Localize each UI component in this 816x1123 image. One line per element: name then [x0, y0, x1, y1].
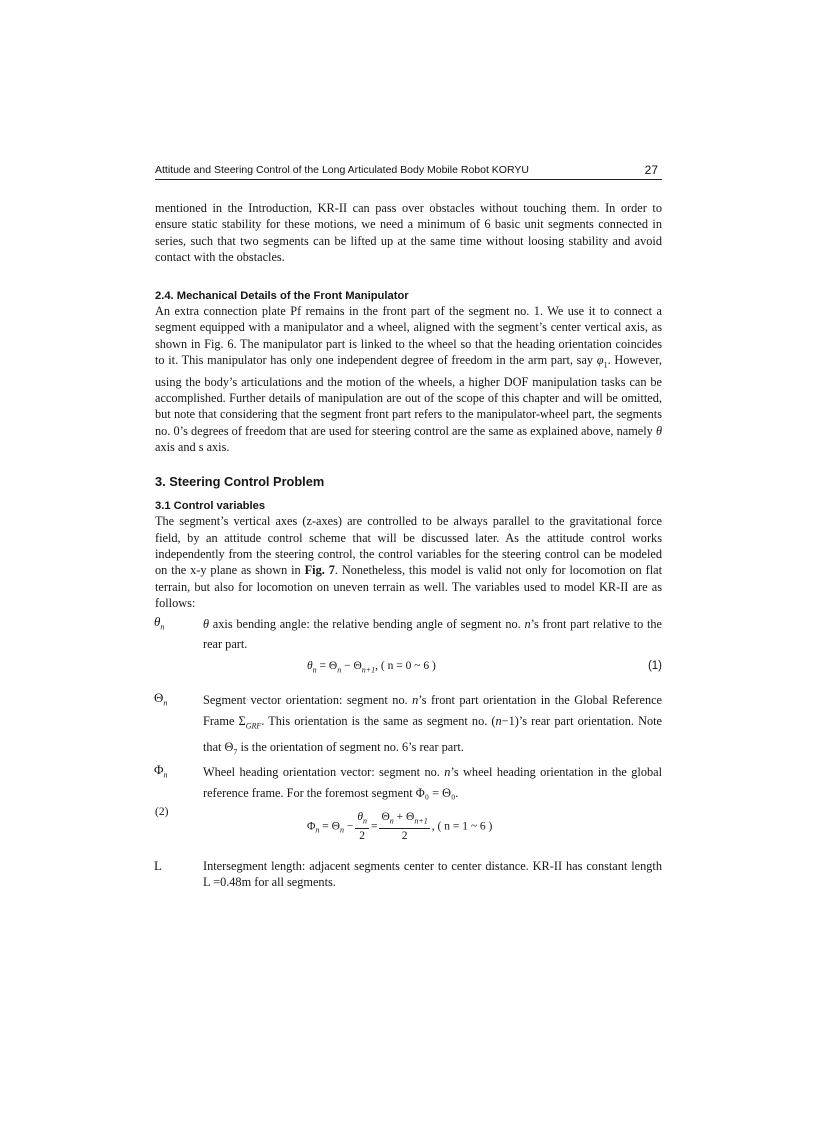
variable-theta-n [155, 614, 662, 654]
variable-description: Wheel heading orientation vector: segment no. n’s wheel heading orientation in the global reference frame. For the foremost segment Φ₀ = Θ₀. [203, 765, 663, 800]
phi-symbol: φ [596, 353, 604, 368]
fig-7-reference: Fig. 7 [304, 563, 335, 578]
s24-text-3: axis and s axis. [155, 440, 230, 455]
equation-1 [155, 654, 662, 680]
variable-description: Intersegment length: adjacent segments center to center distance. KR-II has constant length L =0.48m for all segments. [203, 859, 662, 890]
phi-subscript: 1 [603, 360, 608, 370]
equation-1-body: $\theta_n = \Theta_n - \Theta_{n+1}$, ( n = 0 ~ 6 ) [307, 660, 436, 675]
equation-1-number: (1) [647, 660, 662, 673]
intro-paragraph: mentioned in the Introduction, KR-II can pass over obstacles without touching them. In order to ensure static stability for these motions, we need a minimum of 6 basic unit segments connected in series, such that two segments can be lifted up at the same time without loosing stability and avoid contact with the obstacles. [155, 201, 662, 264]
theta-symbol: θ [655, 423, 662, 438]
equation-2-body: $\Phi_n = \Theta_n$ − $\frac{\theta_n}{2}$ = $\frac{\Theta_n + \Theta_{n+1}}{2}$ , ( n = 1 ~ 6 ) [307, 811, 493, 843]
running-header [155, 164, 662, 180]
s24-text-1: An extra connection plate Pf remains in the front part of the segment no. 1. We use it to connect a segment equipped with a manipulator and a wheel, aligned with the segment’s center vertical axis, as shown in Fig. 6. The manipulator part is linked to the wheel so that the heading orientation coincides to it. This manipulator has only one independent degree of freedom in the arm part, say [155, 304, 662, 368]
body-text [155, 200, 662, 891]
equation-2-number: (2) [155, 806, 169, 818]
section-3-heading: 3. Steering Control Problem [155, 474, 325, 490]
section-3-1-paragraph [155, 513, 662, 611]
variable-big-theta-n [155, 690, 662, 762]
variable-description: Segment vector orientation: segment no. n’s front part orientation in the Global Reference Frame $\Sigma_{GRF}$. This orientation is the same as segment no. (n−1)’s rear part orientation. Note that $\Theta_7$ is the orientation of segment no. 6’s rear part. [203, 693, 663, 756]
variable-symbol: $\theta_n$ [154, 614, 165, 632]
section-2-4-paragraph [155, 303, 662, 455]
variable-symbol: L [154, 858, 162, 873]
fraction-2: $\frac{\Theta_n + \Theta_{n+1}}{2}$ [381, 811, 428, 843]
variable-description: θ axis bending angle: the relative bending angle of segment no. n’s front part relative to the rear part. [203, 617, 662, 652]
running-title: Attitude and Steering Control of the Long Articulated Body Mobile Robot KORYU [155, 164, 529, 176]
s3-text-1: The segment’s vertical axes (z-axes) are controlled to be always parallel to the gravitational force field, by an attitude control scheme that will be discussed later. As the attitude control works independently from the steering control, the control variables for the steering control can be modeled on the x-y plane as shown in [155, 514, 662, 578]
page-number: 27 [644, 163, 658, 177]
variable-l [155, 858, 662, 891]
section-2-4-heading: 2.4. Mechanical Details of the Front Manipulator [155, 290, 409, 303]
s24-text-2: . However, using the body’s articulations and the motion of the wheels, a higher DOF manipulation tasks can be accomplished. Further details of manipulation are out of the scope of this chapter and will be omitted, but note that considering that the segment front part refers to the manipulator-wheel part, the segments no. 0’s degrees of freedom that are used for steering control are the same as explained above, namely [155, 353, 662, 438]
fraction-1: $\frac{\theta_n}{2}$ [357, 811, 367, 843]
equation-2 [155, 804, 662, 848]
variable-symbol: $\Theta_n$ [154, 690, 168, 708]
variable-symbol: $\Phi_n$ [154, 762, 168, 780]
section-3-1-heading: 3.1 Control variables [155, 500, 266, 513]
s3-text-2: . Nonetheless, this model is valid not only for locomotion on flat terrain, but also for locomotion on uneven terrain as well. The variables used to model KR-II are as follows: [155, 563, 663, 610]
variable-phi-n [155, 762, 662, 804]
